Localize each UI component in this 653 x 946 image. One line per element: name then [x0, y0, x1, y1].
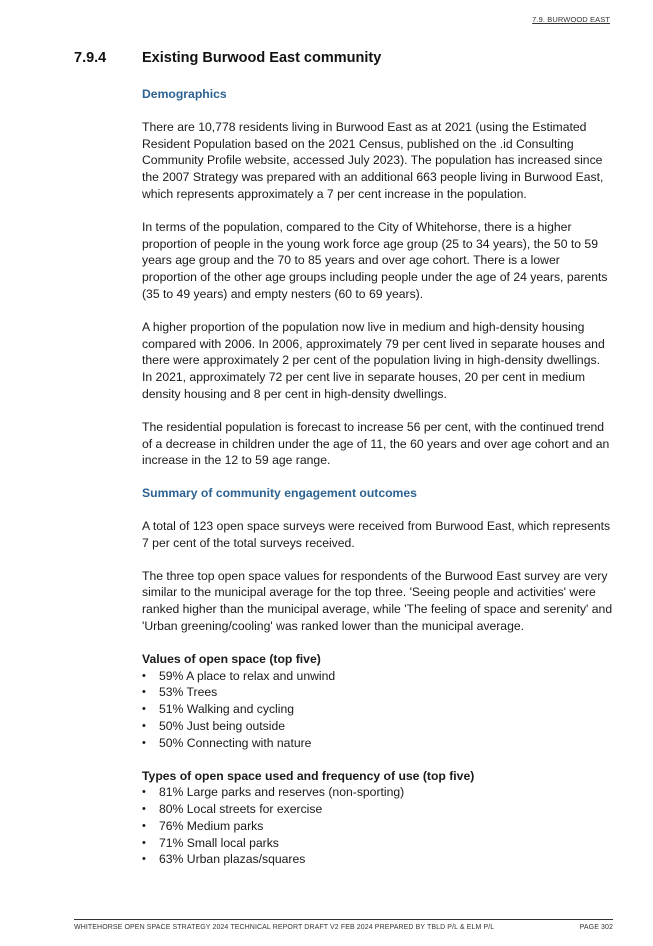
- demographics-paragraph: A higher proportion of the population now live in medium and high-density housing compared with 2006. In 2006, approximately 79 per cent lived in separate houses and there were approximately 2 per cent of the population living in high-density dwellings. In 2021, approximately 72 per cent live in separate houses, 20 per cent in medium density housing and 8 per cent in high-density dwellings.: [142, 319, 605, 401]
- list-item: [142, 684, 613, 701]
- list-item-text: 53% Trees: [159, 685, 218, 700]
- list-item-text: 76% Medium parks: [159, 818, 264, 833]
- list-item-text: 63% Urban plazas/squares: [159, 852, 306, 867]
- bullet-icon: •: [142, 836, 146, 849]
- bullet-icon: •: [142, 703, 146, 716]
- list-item: [142, 851, 613, 868]
- bullet-icon: •: [142, 786, 146, 799]
- page-number: PAGE 302: [579, 924, 613, 931]
- types-list: [142, 784, 613, 868]
- running-head: 7.9. BURWOOD EAST: [532, 15, 610, 24]
- bullet-icon: •: [142, 719, 146, 732]
- list-item: [142, 801, 613, 818]
- list-item-text: 71% Small local parks: [159, 835, 279, 850]
- list-item: [142, 784, 613, 801]
- list-item-text: 81% Large parks and reserves (non-sporting): [159, 785, 405, 800]
- bullet-icon: •: [142, 819, 146, 832]
- demographics-paragraph: There are 10,778 residents living in Burwood East as at 2021 (using the Estimated Resident Population based on the 2021 Census, published on the .id Consulting Community Profile website, accessed July 2023). The population has increased since the 2007 Strategy was prepared with an additional 663 people living in Burwood East, which represents approximately a 7 per cent increase in the population.: [142, 119, 604, 201]
- list-item-text: 51% Walking and cycling: [159, 702, 295, 717]
- demographics-heading: Demographics: [142, 87, 227, 101]
- list-item: [142, 718, 613, 735]
- bullet-icon: •: [142, 736, 146, 749]
- page-footer: [74, 919, 613, 931]
- values-list: [142, 668, 613, 752]
- list-item: [142, 835, 613, 852]
- types-list-title: Types of open space used and frequency of use (top five): [142, 768, 475, 783]
- engagement-heading: Summary of community engagement outcomes: [142, 486, 417, 501]
- list-item: [142, 668, 613, 685]
- bullet-icon: •: [142, 669, 146, 682]
- list-item-text: 80% Local streets for exercise: [159, 802, 323, 817]
- list-item-text: 50% Just being outside: [159, 718, 286, 733]
- section-heading: [74, 50, 613, 66]
- footer-report-info: WHITEHORSE OPEN SPACE STRATEGY 2024 TECHNICAL REPORT DRAFT V2 FEB 2024 PREPARED BY TBLD P/L & ELM P/L: [74, 924, 495, 931]
- values-list-title: Values of open space (top five): [142, 651, 321, 666]
- list-item: [142, 818, 613, 835]
- list-item: [142, 735, 613, 752]
- engagement-paragraph: A total of 123 open space surveys were received from Burwood East, which represents 7 per cent of the total surveys received.: [142, 518, 611, 550]
- list-item: [142, 701, 613, 718]
- bullet-icon: •: [142, 853, 146, 866]
- list-item-text: 59% A place to relax and unwind: [159, 668, 336, 683]
- bullet-icon: •: [142, 686, 146, 699]
- page-content: [142, 86, 613, 884]
- bullet-icon: •: [142, 803, 146, 816]
- section-title: Existing Burwood East community: [142, 50, 382, 66]
- demographics-paragraph: In terms of the population, compared to the City of Whitehorse, there is a higher proportion of people in the young work force age group (25 to 34 years), the 50 to 59 years age group and the 70 to 85 years and over age cohort. There is a lower proportion of the other age groups including people under the age of 24 years, parents (35 to 49 years) and empty nesters (60 to 69 years).: [142, 219, 608, 301]
- demographics-paragraph: The residential population is forecast to increase 56 per cent, with the continued trend of a decrease in children under the age of 11, the 60 years and over age cohort and an increase in the 12 to 59 age range.: [142, 419, 610, 468]
- section-number: 7.9.4: [74, 50, 107, 66]
- list-item-text: 50% Connecting with nature: [159, 735, 312, 750]
- engagement-paragraph: The three top open space values for respondents of the Burwood East survey are very similar to the municipal average for the top three. 'Seeing people and activities' were ranked higher than the municipal average, while 'The feeling of space and serenity' and 'Urban greening/cooling' was ranked lower than the municipal average.: [142, 568, 613, 633]
